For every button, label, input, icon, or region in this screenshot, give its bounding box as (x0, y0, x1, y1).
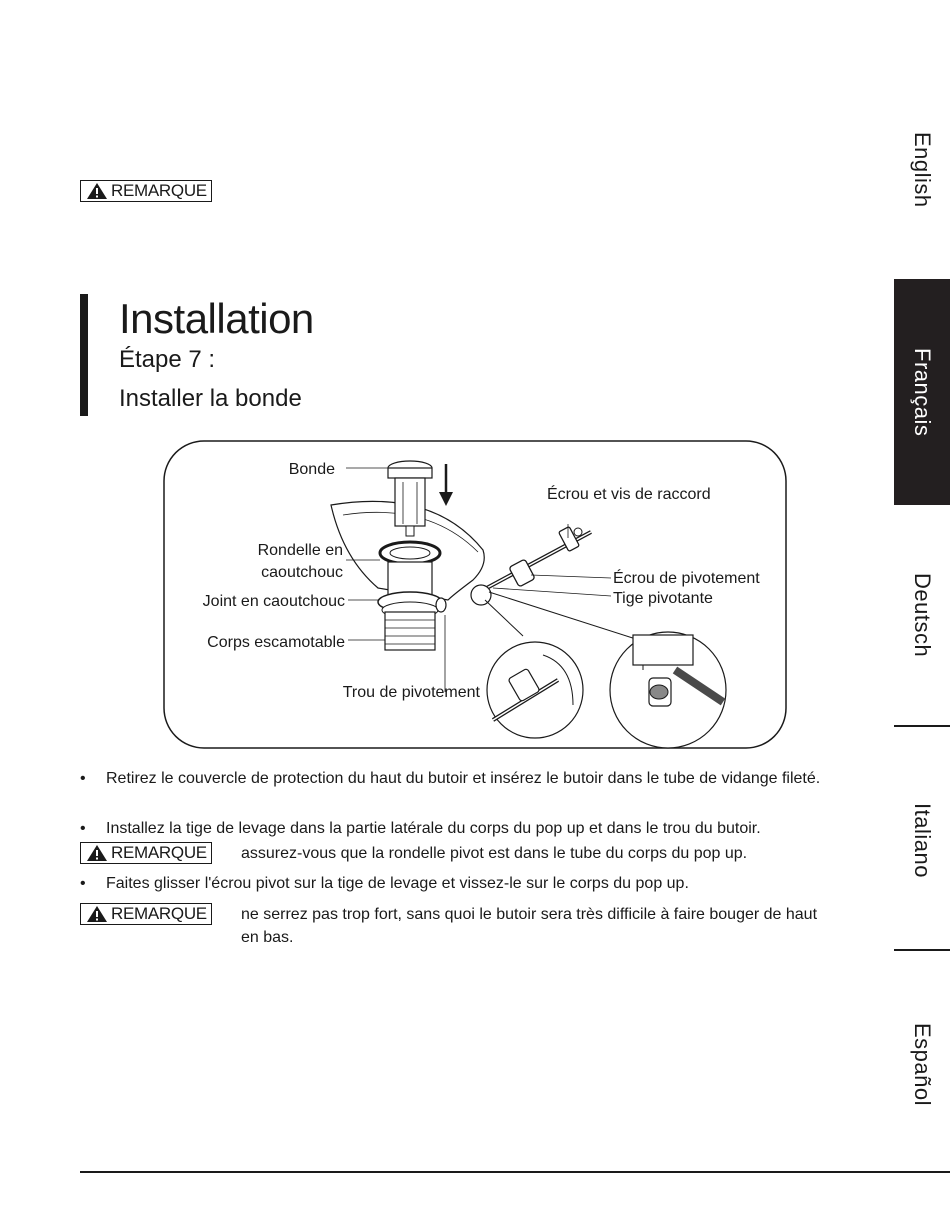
note-text: assurez-vous que la rondelle pivot est dans le tube du corps du pop up. (241, 845, 748, 862)
remarque-label: REMARQUE (111, 904, 207, 923)
step-number: Étape 7 : (119, 346, 216, 373)
tab-italiano-label: Italiano (910, 802, 935, 878)
bullet-dot: • (80, 770, 86, 787)
note-text: ne serrez pas trop fort, sans quoi le butoir sera très difficile à faire bouger de haut en bas. (241, 906, 818, 946)
remarque-badge (80, 842, 212, 864)
tab-deutsch[interactable] (894, 540, 950, 690)
instruction-item (80, 817, 855, 840)
step-title: Installer la bonde (119, 385, 302, 412)
instruction-text: Retirez le couvercle de protection du haut du butoir et insérez le butoir dans le tube de vidange fileté. (106, 770, 821, 787)
page-title: Installation (119, 295, 314, 342)
label-corps: Corps escamotable (207, 634, 345, 651)
tab-english-label: English (910, 132, 935, 208)
bullet-dot: • (80, 875, 86, 892)
tab-francais[interactable] (894, 279, 950, 505)
label-ecrou-vis: Écrou et vis de raccord (547, 486, 711, 503)
instruction-item (80, 872, 855, 895)
tab-divider (894, 949, 950, 951)
label-rondelle-2: caoutchouc (261, 564, 343, 581)
popup-body-illustration (378, 542, 446, 650)
label-ecrou-pivot: Écrou de pivotement (613, 570, 760, 587)
label-tige-pivot: Tige pivotante (613, 590, 713, 607)
label-rondelle-1: Rondelle en (257, 542, 343, 559)
tab-italiano[interactable] (894, 765, 950, 915)
zoom-detail-left (485, 600, 583, 738)
instruction-text: Installez la tige de levage dans la partie latérale du corps du pop up et dans le trou du butoir. (106, 820, 761, 837)
tab-espanol-label: Español (910, 1023, 935, 1107)
down-arrow-icon (439, 464, 453, 506)
tab-english[interactable] (894, 100, 950, 240)
footer-rule (80, 1171, 950, 1173)
tab-deutsch-label: Deutsch (910, 572, 935, 658)
bullet-dot: • (80, 820, 86, 837)
tab-divider (894, 725, 950, 727)
warning-icon (86, 182, 108, 200)
label-bonde: Bonde (288, 461, 335, 478)
remarque-badge (80, 180, 212, 202)
warning-icon (86, 844, 108, 862)
section-bar (80, 294, 88, 416)
label-trou: Trou de pivotement (342, 684, 480, 701)
installation-diagram (163, 440, 787, 750)
instruction-item (80, 767, 855, 790)
tab-espanol[interactable] (894, 990, 950, 1140)
remarque-badge (80, 903, 212, 925)
remarque-label: REMARQUE (111, 181, 207, 200)
tab-francais-label: Français (910, 347, 935, 437)
stopper-illustration (388, 461, 432, 536)
instruction-text: Faites glisser l'écrou pivot sur la tige de levage et vissez-le sur le corps du pop up. (106, 875, 689, 892)
label-joint: Joint en caoutchouc (202, 593, 345, 610)
remarque-label: REMARQUE (111, 843, 207, 862)
warning-icon (86, 905, 108, 923)
